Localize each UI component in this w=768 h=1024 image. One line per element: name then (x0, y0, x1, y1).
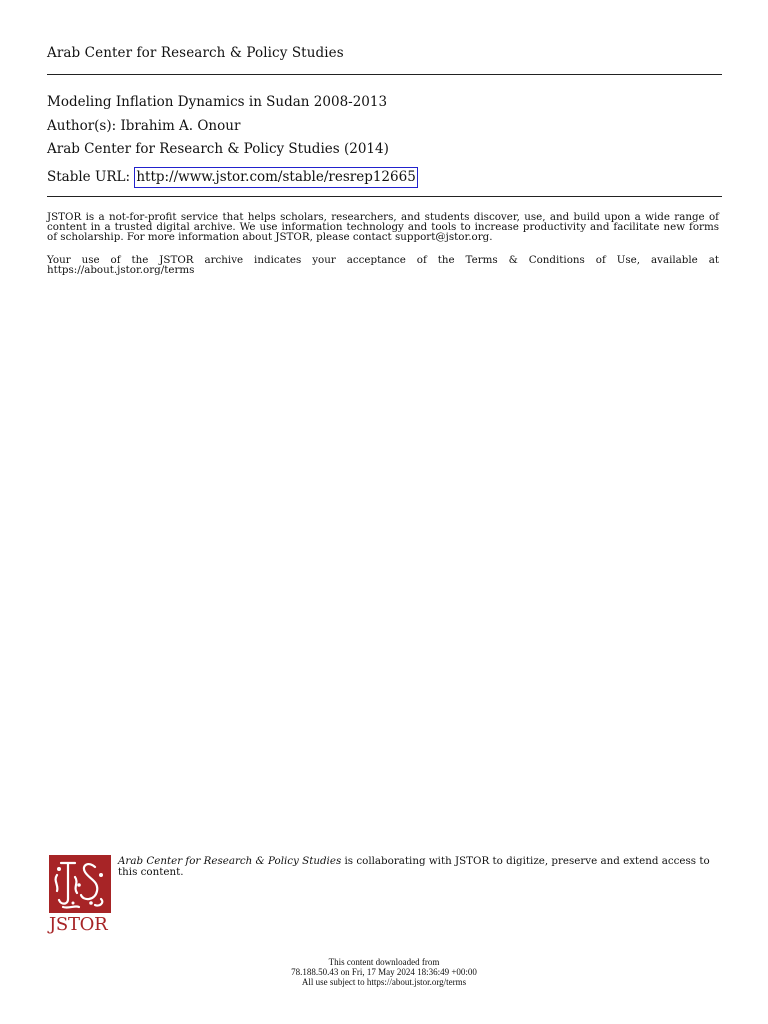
document-title: Modeling Inflation Dynamics in Sudan 2008-2013 (47, 94, 388, 110)
source-line: Arab Center for Research & Policy Studies (2014) (47, 141, 389, 157)
download-footer (0, 957, 768, 987)
footer-line-downloaded: This content downloaded from (328, 957, 440, 967)
jstor-emblem-icon (49, 855, 111, 913)
jstor-notice-paragraph: JSTOR is a not-for-profit service that helps scholars, researchers, and students discover, use, and build upon a wide range of content in a trusted digital archive. We use information technology and tools to increase productivity and facilitate new forms of scholarship. For more information about JSTOR, please contact support@jstor.org. (47, 211, 719, 243)
jstor-logo (49, 855, 113, 935)
publisher-name: Arab Center for Research & Policy Studies (47, 45, 344, 61)
stable-url-label: Stable URL: (47, 169, 131, 185)
author-name: Ibrahim A. Onour (120, 118, 241, 134)
jstor-wordmark: JSTOR (49, 914, 108, 935)
footer-line-terms: All use subject to https://about.jstor.org/terms (301, 977, 467, 987)
collaborating-organization: Arab Center for Research & Policy Studies (118, 855, 342, 867)
bottom-divider (47, 196, 722, 197)
footer-line-ip-date: 78.188.50.43 on Fri, 17 May 2024 18:36:49 +00:00 (291, 967, 477, 977)
stable-url-line (47, 167, 418, 188)
terms-notice-paragraph: Your use of the JSTOR archive indicates your acceptance of the Terms & Conditions of Use, available at https://about.jstor.org/terms (47, 254, 719, 276)
collaboration-statement (118, 856, 718, 878)
collaboration-text: is collaborating with JSTOR to digitize, preserve and extend access to this content. (118, 855, 710, 878)
top-divider (47, 74, 722, 75)
stable-url-link[interactable]: http://www.jstor.com/stable/resrep12665 (134, 167, 417, 188)
author-line (47, 118, 240, 134)
author-label: Author(s): (47, 118, 117, 134)
